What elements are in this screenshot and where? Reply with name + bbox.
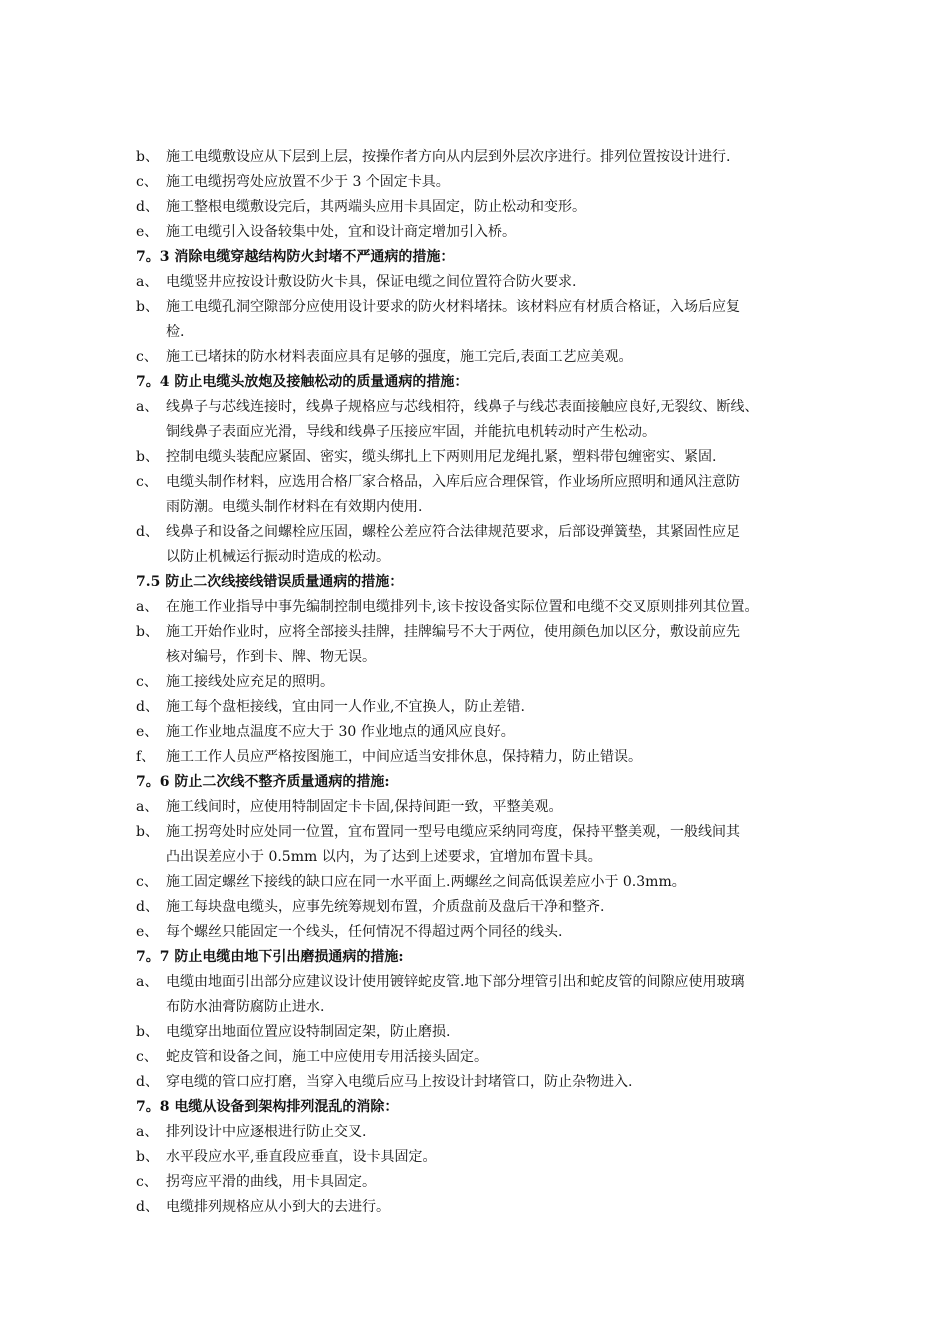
list-item-label: c、 (136, 174, 158, 190)
list-item (0, 720, 950, 745)
list-item-label: a、 (136, 799, 159, 815)
list-item-text: 施工电缆敷设应从下层到上层，按操作者方向从内层到外层次序进行。排列位置按设计进行. (166, 149, 731, 165)
list-item-label: e、 (136, 224, 159, 240)
list-item-continuation (0, 995, 950, 1020)
list-item-text: 穿电缆的管口应打磨，当穿入电缆后应马上按设计封堵管口，防止杂物进入. (166, 1074, 633, 1090)
list-item-text: 电缆穿出地面位置应设特制固定架，防止磨损. (166, 1024, 451, 1040)
list-item-text: 控制电缆头装配应紧固、密实，缆头绑扎上下两则用尼龙绳扎紧，塑料带包缠密实、紧固. (166, 449, 717, 465)
list-item-label: b、 (136, 624, 159, 640)
list-item-text: 检. (166, 324, 185, 340)
list-item-label: b、 (136, 824, 159, 840)
list-item (0, 1020, 950, 1045)
list-item-label: a、 (136, 599, 159, 615)
list-item (0, 820, 950, 845)
section-heading-text: 7。8 电缆从设备到架构排列混乱的消除： (136, 1099, 399, 1115)
list-item (0, 470, 950, 495)
list-item-text: 核对编号，作到卡、牌、物无误。 (166, 649, 376, 665)
section-heading-text: 7。4 防止电缆头放炮及接触松动的质量通病的措施： (136, 374, 469, 390)
list-item-label: f、 (136, 749, 156, 765)
list-item-label: e、 (136, 724, 159, 740)
section-heading (0, 370, 950, 395)
list-item (0, 870, 950, 895)
list-item-label: d、 (136, 1199, 159, 1215)
list-item-text: 施工接线处应充足的照明。 (166, 674, 334, 690)
document-body (0, 145, 950, 1220)
list-item-text: 以防止机械运行振动时造成的松动。 (166, 549, 390, 565)
list-item-text: 施工电缆拐弯处应放置不少于 3 个固定卡具。 (166, 174, 450, 190)
list-item-text: 施工电缆孔洞空隙部分应使用设计要求的防火材料堵抹。该材料应有材质合格证，入场后应复 (166, 299, 740, 315)
list-item-label: b、 (136, 299, 159, 315)
section-heading (0, 770, 950, 795)
list-item (0, 670, 950, 695)
list-item-label: d、 (136, 1074, 159, 1090)
list-item-text: 施工整根电缆敷设完后，其两端头应用卡具固定，防止松动和变形。 (166, 199, 586, 215)
section-heading (0, 570, 950, 595)
list-item-text: 在施工作业指导中事先编制控制电缆排列卡,该卡按设备实际位置和电缆不交叉原则排列其位置。 (166, 599, 759, 615)
list-item-label: c、 (136, 1174, 158, 1190)
list-item-text: 电缆竖井应按设计敷设防火卡具，保证电缆之间位置符合防火要求. (166, 274, 577, 290)
list-item (0, 1045, 950, 1070)
list-item-label: b、 (136, 449, 159, 465)
list-item (0, 145, 950, 170)
list-item (0, 595, 950, 620)
list-item (0, 1070, 950, 1095)
list-item-text: 施工拐弯处时应处同一位置，宜布置同一型号电缆应采纳同弯度，保持平整美观，一般线间其 (166, 824, 740, 840)
list-item (0, 520, 950, 545)
list-item-text: 施工线间时，应使用特制固定卡卡固,保持间距一致，平整美观。 (166, 799, 563, 815)
list-item-label: c、 (136, 349, 158, 365)
list-item-continuation (0, 320, 950, 345)
list-item-label: a、 (136, 974, 159, 990)
list-item-label: c、 (136, 1049, 158, 1065)
list-item-text: 施工作业地点温度不应大于 30 作业地点的通风应良好。 (166, 724, 515, 740)
list-item-text: 线鼻子与芯线连接时，线鼻子规格应与芯线相符，线鼻子与线芯表面接触应良好,无裂纹、断线、 (166, 399, 759, 415)
list-item-text: 排列设计中应逐根进行防止交叉. (166, 1124, 367, 1140)
section-heading-text: 7.5 防止二次线接线错误质量通病的措施： (136, 574, 404, 590)
section-heading (0, 1095, 950, 1120)
list-item-continuation (0, 845, 950, 870)
list-item (0, 270, 950, 295)
list-item-label: d、 (136, 199, 159, 215)
list-item-text: 施工已堵抹的防水材料表面应具有足够的强度，施工完后,表面工艺应美观。 (166, 349, 633, 365)
list-item (0, 695, 950, 720)
list-item (0, 920, 950, 945)
list-item-continuation (0, 545, 950, 570)
list-item-text: 布防水油膏防腐防止进水. (166, 999, 325, 1015)
list-item-text: 电缆排列规格应从小到大的去进行。 (166, 1199, 390, 1215)
list-item-text: 施工每块盘电缆头，应事先统筹规划布置，介质盘前及盘后干净和整齐. (166, 899, 605, 915)
section-heading-text: 7。7 防止电缆由地下引出磨损通病的措施: (136, 949, 404, 965)
list-item-text: 铜线鼻子表面应光滑，导线和线鼻子压接应牢固，并能抗电机转动时产生松动。 (166, 424, 656, 440)
list-item-text: 每个螺丝只能固定一个线头，任何情况不得超过两个同径的线头. (166, 924, 563, 940)
list-item (0, 895, 950, 920)
list-item-label: e、 (136, 924, 159, 940)
section-heading (0, 245, 950, 270)
list-item-label: d、 (136, 899, 159, 915)
list-item (0, 170, 950, 195)
list-item-text: 拐弯应平滑的曲线，用卡具固定。 (166, 1174, 376, 1190)
list-item-text: 水平段应水平,垂直段应垂直，设卡具固定。 (166, 1149, 437, 1165)
list-item-label: a、 (136, 274, 159, 290)
list-item-text: 凸出误差应小于 0.5mm 以内，为了达到上述要求，宜增加布置卡具。 (166, 849, 602, 865)
list-item (0, 745, 950, 770)
list-item (0, 1120, 950, 1145)
list-item-label: a、 (136, 399, 159, 415)
list-item-text: 施工固定螺丝下接线的缺口应在同一水平面上.两螺丝之间高低误差应小于 0.3mm。 (166, 874, 686, 890)
list-item (0, 1195, 950, 1220)
list-item-label: c、 (136, 674, 158, 690)
list-item (0, 220, 950, 245)
list-item (0, 345, 950, 370)
list-item (0, 395, 950, 420)
list-item-label: b、 (136, 1149, 159, 1165)
list-item-text: 雨防潮。电缆头制作材料在有效期内使用. (166, 499, 423, 515)
section-heading-text: 7。6 防止二次线不整齐质量通病的措施: (136, 774, 390, 790)
list-item-continuation (0, 495, 950, 520)
list-item-label: b、 (136, 1024, 159, 1040)
list-item-continuation (0, 645, 950, 670)
section-heading-text: 7。3 消除电缆穿越结构防火封堵不严通病的措施： (136, 249, 455, 265)
list-item (0, 295, 950, 320)
list-item (0, 1145, 950, 1170)
list-item-text: 施工每个盘柜接线，宜由同一人作业,不宜换人，防止差错. (166, 699, 525, 715)
list-item-continuation (0, 420, 950, 445)
list-item (0, 795, 950, 820)
list-item (0, 970, 950, 995)
list-item-text: 施工电缆引入设备较集中处，宜和设计商定增加引入桥。 (166, 224, 516, 240)
list-item-text: 蛇皮管和设备之间，施工中应使用专用活接头固定。 (166, 1049, 488, 1065)
list-item (0, 445, 950, 470)
list-item-text: 施工工作人员应严格按图施工，中间应适当安排休息，保持精力，防止错误。 (166, 749, 642, 765)
list-item-label: a、 (136, 1124, 159, 1140)
list-item (0, 620, 950, 645)
section-heading (0, 945, 950, 970)
list-item-text: 线鼻子和设备之间螺栓应压固，螺栓公差应符合法律规范要求，后部设弹簧垫，其紧固性应足 (166, 524, 740, 540)
list-item-text: 电缆由地面引出部分应建议设计使用镀锌蛇皮管.地下部分埋管引出和蛇皮管的间隙应使用玻璃 (166, 974, 745, 990)
list-item (0, 195, 950, 220)
list-item-label: d、 (136, 699, 159, 715)
list-item-label: c、 (136, 874, 158, 890)
list-item-label: b、 (136, 149, 159, 165)
list-item-label: d、 (136, 524, 159, 540)
list-item (0, 1170, 950, 1195)
list-item-text: 施工开始作业时，应将全部接头挂牌，挂牌编号不大于两位，使用颜色加以区分，敷设前应先 (166, 624, 740, 640)
list-item-text: 电缆头制作材料，应选用合格厂家合格品，入库后应合理保管，作业场所应照明和通风注意防 (166, 474, 740, 490)
list-item-label: c、 (136, 474, 158, 490)
